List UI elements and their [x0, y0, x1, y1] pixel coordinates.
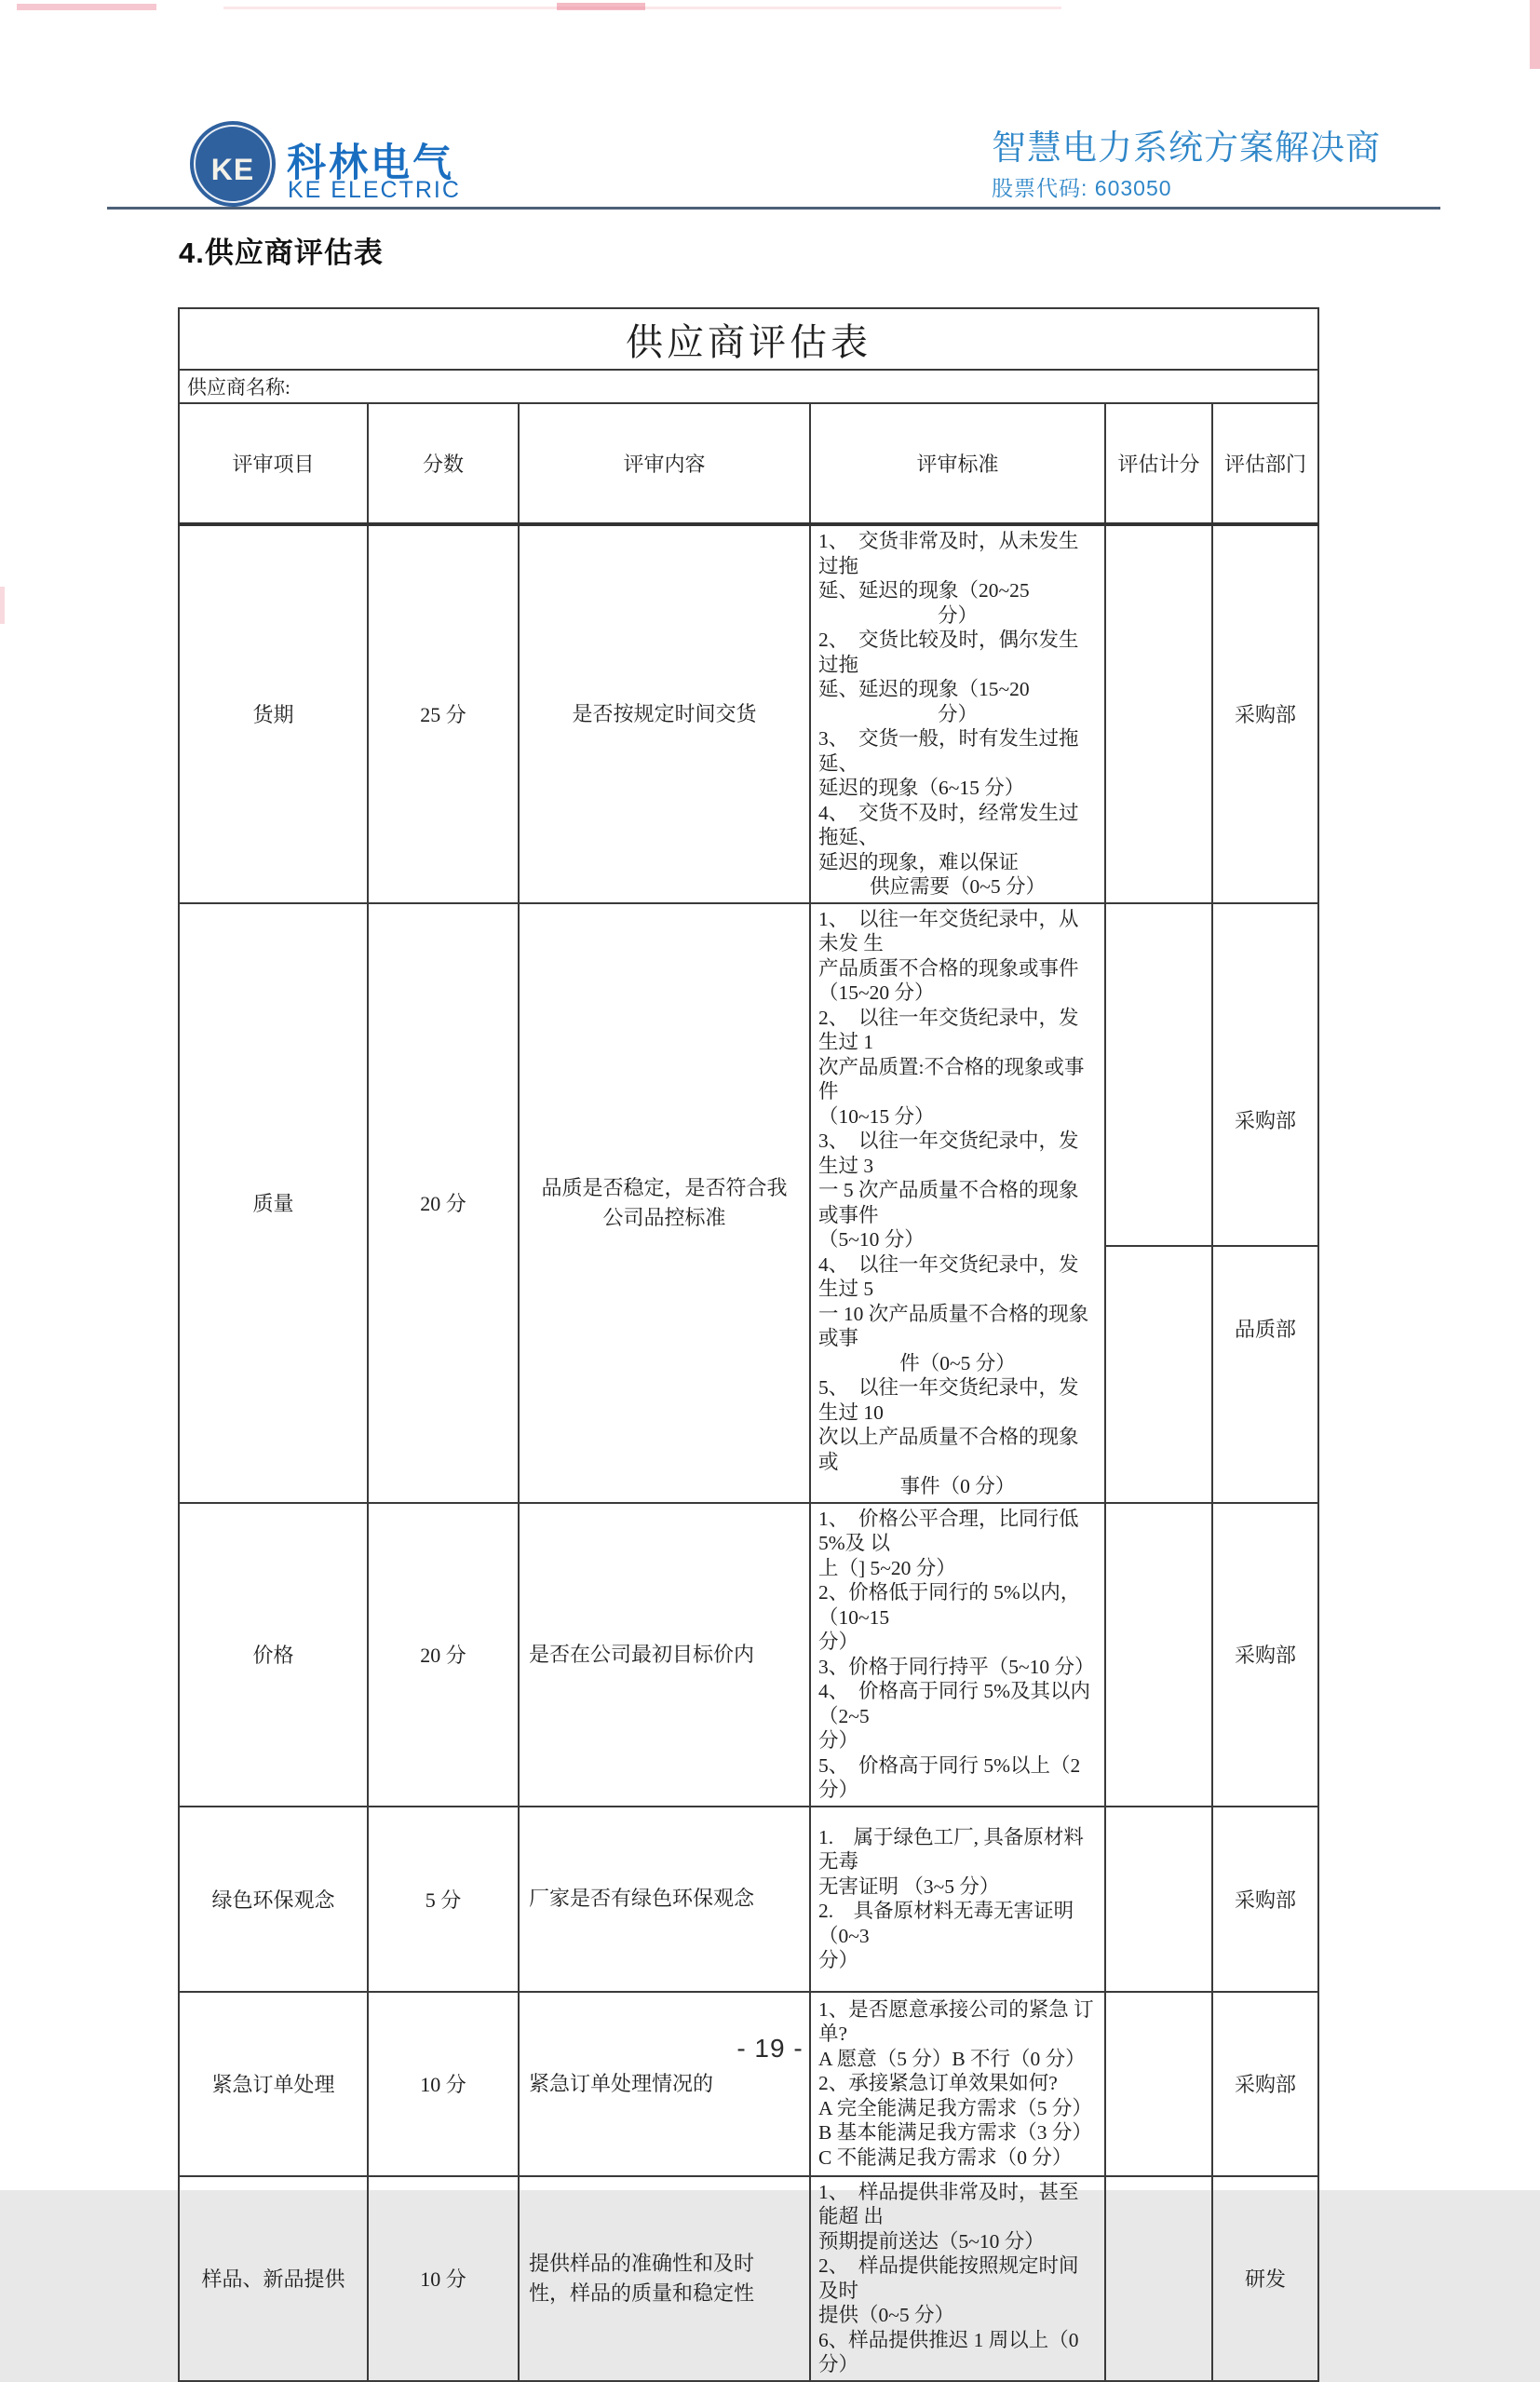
standards-line: 1、 以往一年交货纪录中，从未发 生 — [818, 907, 1079, 954]
cell-score: 20 分 — [368, 903, 519, 1503]
standards-line: 延、延迟的现象（20~25 — [818, 579, 1030, 602]
cell-review-standards — [810, 903, 1105, 1503]
table-row — [179, 524, 1318, 903]
column-header: 评审项目 — [179, 403, 368, 524]
standards-line: 分） — [937, 603, 978, 627]
standards-line: 分） — [818, 1729, 859, 1752]
table-title-row — [179, 308, 1318, 370]
standards-line: 5、 价格高于同行 5%以上（2 分） — [818, 1753, 1081, 1801]
cell-review-standards — [810, 1503, 1105, 1807]
page-number: - 19 - — [736, 2034, 804, 2063]
standards-line: 事件（0 分） — [899, 1475, 1016, 1497]
table-row — [179, 1807, 1318, 1992]
cell-review-item: 价格 — [179, 1503, 368, 1807]
standards-line: 1、 样品提供非常及时，甚至能超 出 — [818, 2180, 1079, 2227]
brand-name-chinese: 科林电气 — [287, 141, 455, 184]
cell-department: 采购部 — [1212, 524, 1318, 903]
cell-department-sub: 采购部 — [1235, 1109, 1297, 1132]
cell-review-standards — [810, 524, 1105, 903]
cell-department: 研发 — [1212, 2176, 1318, 2381]
standards-line: 供应需要（0~5 分） — [869, 875, 1046, 898]
section-title: 4.供应商评估表 — [179, 237, 384, 269]
standards-line: 6、样品提供推迟 1 周以上（0 分） — [818, 2328, 1079, 2375]
standards-line: B 基本能满足我方需求（3 分） — [818, 2121, 1092, 2145]
company-tagline: 智慧电力系统方案解决商 — [992, 129, 1381, 167]
standards-line: 3、价格于同行持平（5~10 分） — [818, 1655, 1095, 1678]
table-row — [179, 2176, 1318, 2381]
cell-review-item: 紧急订单处理 — [179, 1992, 368, 2176]
standards-line: 1、 交货非常及时，从未发生 过拖 — [818, 530, 1079, 577]
cell-department: 采购部 — [1212, 1807, 1318, 1992]
cell-department: 采购部 — [1212, 1503, 1318, 1807]
standards-line: 延迟的现象，难以保证 — [818, 850, 1020, 873]
standards-line: 2、承接紧急订单效果如何? — [818, 2072, 1058, 2095]
standards-line: 2、 交货比较及时，偶尔发生 过拖 — [818, 629, 1079, 676]
standards-line: （10~15 分） — [818, 1104, 935, 1128]
cell-review-content: 紧急订单处理情况的 — [519, 1992, 810, 2176]
cell-review-item: 质量 — [179, 903, 368, 1503]
cell-review-content: 提供样品的准确性和及时 性，样品的质量和稳定性 — [519, 2176, 810, 2381]
supplier-name-label: 供应商名称: — [179, 370, 1318, 403]
cell-review-standards — [810, 2176, 1105, 2381]
standards-line: 2. 具备原材料无毒无害证明（0~3 — [818, 1900, 1074, 1947]
company-logo-icon — [190, 121, 276, 207]
cell-score-entry — [1105, 1807, 1212, 1992]
cell-score-entry — [1105, 903, 1212, 1503]
cell-score-entry — [1105, 2176, 1212, 2381]
standards-line: 2、 以往一年交货纪录中，发生过 1 — [818, 1006, 1079, 1053]
cell-score: 10 分 — [368, 2176, 519, 2381]
standards-line: 5、 以往一年交货纪录中，发生过 10 — [818, 1376, 1079, 1424]
cell-department-wrap — [1213, 995, 1317, 1411]
standards-line: 延迟的现象（6~15 分） — [818, 777, 1025, 799]
cell-score: 5 分 — [368, 1807, 519, 1992]
cell-department: 采购部 — [1212, 1992, 1318, 2176]
stock-code: 股票代码: 603050 — [992, 176, 1172, 200]
scan-artifact — [0, 587, 5, 624]
standards-line: 次产品质置:不合格的现象或事件 — [818, 1055, 1085, 1103]
standards-line: A 愿意（5 分）B 不行（0 分） — [818, 2047, 1086, 2070]
standards-line: 2、 样品提供能按照规定时间及时 — [818, 2254, 1079, 2302]
header-divider — [107, 207, 1440, 210]
standards-line: 分） — [937, 702, 978, 725]
standards-line: 一 5 次产品质量不合格的现象或事件 — [818, 1179, 1079, 1226]
standards-line: 分） — [818, 1631, 859, 1653]
evaluation-table-grid — [178, 307, 1319, 2382]
scan-artifact — [223, 7, 1061, 9]
table-row — [179, 1992, 1318, 2176]
standards-line: 4、 价格高于同行 5%及其以内（2~5 — [818, 1680, 1091, 1727]
cell-review-standards — [810, 1807, 1105, 1992]
standards-line: 4、 以往一年交货纪录中，发生过 5 — [818, 1252, 1079, 1300]
standards-line: 产品质蛋不合格的现象或事件 — [818, 956, 1079, 980]
standards-line: 延、延迟的现象（15~20 — [818, 678, 1030, 700]
standards-line: 分） — [818, 1949, 859, 1971]
cell-review-content: 品质是否稳定，是否符合我 公司品控标准 — [519, 903, 810, 1503]
scan-artifact — [17, 4, 156, 10]
evaluation-table-body — [179, 308, 1318, 2381]
standards-line: 3、 交货一般，时有发生过拖 延、 — [818, 727, 1079, 775]
standards-line: 3、 以往一年交货纪录中，发生过 3 — [818, 1130, 1079, 1177]
standards-line: 提供（0~5 分） — [818, 2304, 955, 2326]
standards-line: 2、价格低于同行的 5%以内，（10~15 — [818, 1581, 1081, 1629]
cell-review-standards — [810, 1992, 1105, 2176]
standards-line: 无害证明 （3~5 分） — [818, 1874, 1000, 1898]
scan-artifact — [1530, 0, 1540, 69]
table-row — [179, 903, 1318, 1503]
column-header: 分数 — [368, 403, 519, 524]
table-title: 供应商评估表 — [179, 308, 1318, 370]
standards-line: 1. 属于绿色工厂, 具备原材料无毒 — [818, 1825, 1084, 1873]
cell-score-entry — [1105, 524, 1212, 903]
cell-review-item: 绿色环保观念 — [179, 1807, 368, 1992]
logo-badge-text: KE — [210, 152, 255, 186]
standards-line: A 完全能满足我方需求（5 分） — [818, 2096, 1092, 2119]
column-header: 评审内容 — [519, 403, 810, 524]
standards-line: 次以上产品质量不合格的现象或 — [818, 1426, 1079, 1473]
table-row — [179, 1503, 1318, 1807]
standards-line: 1、是否愿意承接公司的紧急 订单? — [818, 1997, 1094, 2046]
standards-line: 上（] 5~20 分） — [818, 1556, 956, 1579]
cell-score-entry-sub — [1106, 1245, 1211, 1411]
cell-review-item: 样品、新品提供 — [179, 2176, 368, 2381]
standards-line: 1、 价格公平合理，比同行低 5%及 以 — [818, 1507, 1079, 1554]
cell-review-content: 是否在公司最初目标价内 — [519, 1503, 810, 1807]
supplier-name-row — [179, 370, 1318, 403]
cell-score: 20 分 — [368, 1503, 519, 1807]
cell-score-entry — [1105, 1992, 1212, 2176]
cell-score: 25 分 — [368, 524, 519, 903]
standards-line: 一 10 次产品质量不合格的现象或事 — [818, 1302, 1089, 1349]
column-header: 评审标准 — [810, 403, 1105, 524]
standards-line: 4、 交货不及时，经常发生过 拖延、 — [818, 801, 1079, 848]
table-header-row — [179, 403, 1318, 524]
standards-line: C 不能满足我方需求（0 分） — [818, 2145, 1073, 2169]
cell-review-content: 是否按规定时间交货 — [519, 524, 810, 903]
cell-score-entry-sub — [1106, 995, 1211, 1245]
column-header: 评估部门 — [1212, 403, 1318, 524]
standards-line: 件（0~5 分） — [899, 1351, 1016, 1374]
cell-review-content: 厂家是否有绿色环保观念 — [519, 1807, 810, 1992]
cell-review-item: 货期 — [179, 524, 368, 903]
column-header: 评估计分 — [1105, 403, 1212, 524]
cell-department-sub: 品质部 — [1213, 1245, 1317, 1411]
standards-line: 预期提前送达（5~10 分） — [818, 2229, 1045, 2253]
evaluation-table — [178, 307, 1319, 2382]
scan-artifact — [557, 3, 645, 10]
cell-department — [1212, 903, 1318, 1503]
standards-line: （5~10 分） — [818, 1228, 925, 1251]
cell-score-entry — [1105, 1503, 1212, 1807]
cell-score-entry-wrap — [1106, 995, 1211, 1411]
brand-name-english: KE ELECTRIC — [288, 177, 461, 203]
standards-line: （15~20 分） — [818, 981, 935, 1004]
cell-score: 10 分 — [368, 1992, 519, 2176]
